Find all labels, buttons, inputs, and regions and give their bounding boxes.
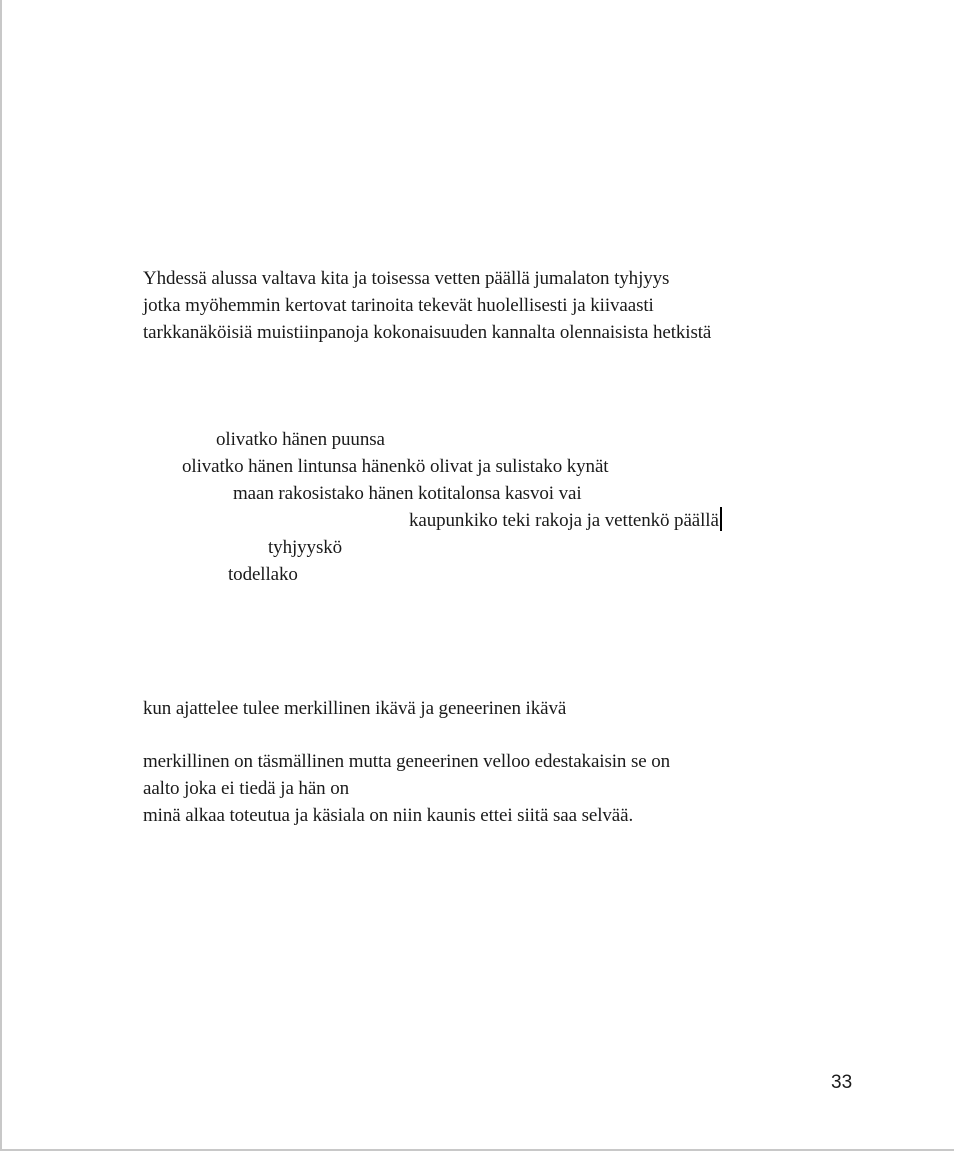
stanza2-line-6: todellako xyxy=(228,564,298,585)
stanza2-line-4[interactable] xyxy=(409,507,722,534)
text-cursor xyxy=(720,507,722,531)
stanza1-line-3: tarkkanäköisiä muistiinpanoja kokonaisuuden kannalta olennaisista hetkistä xyxy=(143,322,712,343)
stanza3-line-1: kun ajattelee tulee merkillinen ikävä ja geneerinen ikävä xyxy=(143,698,567,719)
stanza2-line-2: olivatko hänen lintunsa hänenkö olivat ja sulistako kynät xyxy=(182,456,609,477)
stanza1-line-1: Yhdessä alussa valtava kita ja toisessa vetten päällä jumalaton tyhjyys xyxy=(143,268,670,289)
stanza4-line-1: merkillinen on täsmällinen mutta geneerinen velloo edestakaisin se on xyxy=(143,751,671,772)
stanza2-line-4-text: kaupunkiko teki rakoja ja vettenkö päällä xyxy=(409,510,719,531)
stanza4-line-2: aalto joka ei tiedä ja hän on xyxy=(143,778,350,799)
stanza2-line-3: maan rakosistako hänen kotitalonsa kasvoi vai xyxy=(233,483,582,504)
stanza1-line-2: jotka myöhemmin kertovat tarinoita tekevät huolellisesti ja kiivaasti xyxy=(143,295,654,316)
stanza2-line-1: olivatko hänen puunsa xyxy=(216,429,385,450)
page-number: 33 xyxy=(831,1072,853,1093)
stanza4-line-3: minä alkaa toteutua ja käsiala on niin kaunis ettei siitä saa selvää. xyxy=(143,805,634,826)
stanza2-line-5: tyhjyyskö xyxy=(268,537,343,558)
